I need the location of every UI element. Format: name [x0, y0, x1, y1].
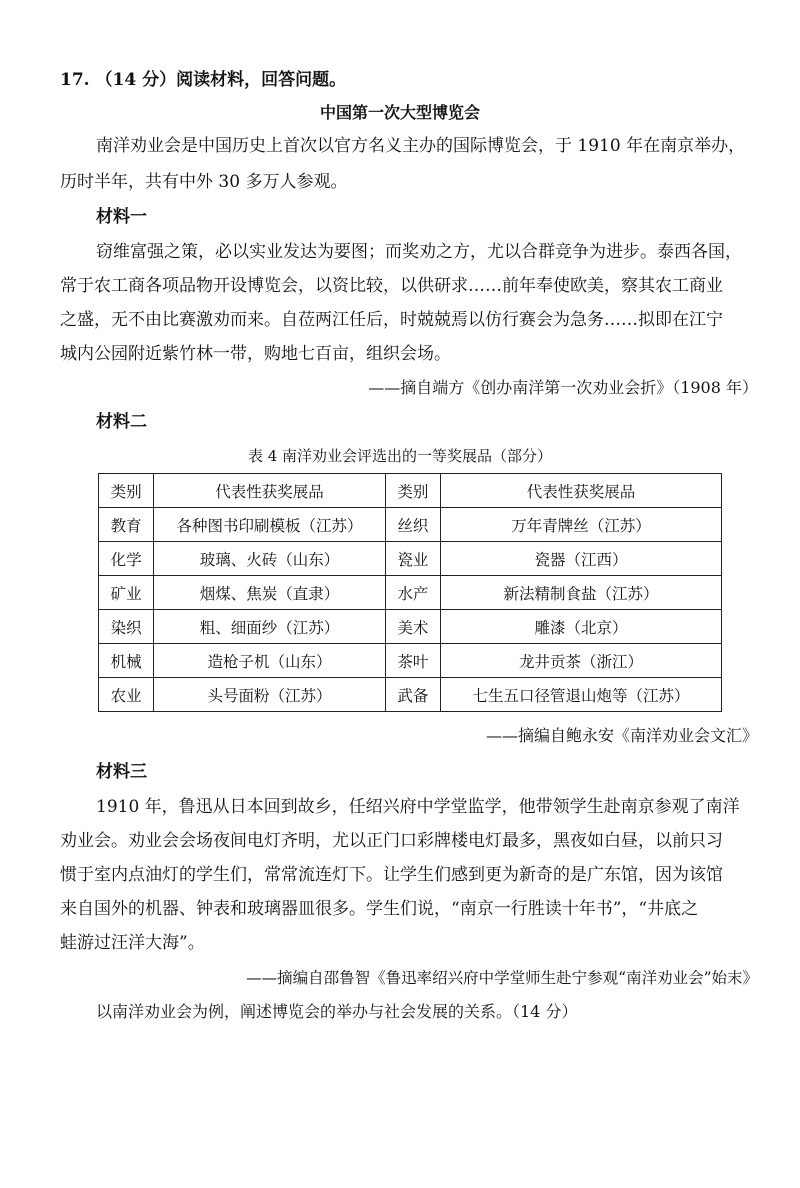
material1-label: 材料一	[96, 207, 147, 227]
task-prompt: 以南洋劝业会为例，阐述博览会的举办与社会发展的关系。（14 分）	[96, 1002, 578, 1021]
question-title: 中国第一次大型博览会	[319, 103, 480, 122]
table-cell: 矿业	[99, 576, 154, 610]
table-cell: 新法精制食盐（江苏）	[441, 576, 722, 610]
material1-line-1: 窃维富强之策，必以实业发达为要图；而奖劝之方，尤以合群竞争为进步。泰西各国，	[96, 242, 742, 262]
question-header: 17. （14 分）阅读材料，回答问题。	[60, 70, 347, 90]
material1-line-3: 之盛，无不由比赛激劝而来。自莅两江任后，时兢兢焉以仿行赛会为急务……拟即在江宁	[60, 310, 723, 330]
table-cell: 化学	[99, 542, 154, 576]
intro-line-1: 南洋劝业会是中国历史上首次以官方名义主办的国际博览会，于 1910 年在南京举办，	[96, 136, 746, 156]
table-cell: 教育	[99, 508, 154, 542]
table-row	[99, 542, 722, 576]
table-row	[99, 678, 722, 712]
header-exhibit-2: 代表性获奖展品	[441, 474, 722, 508]
awards-table	[98, 473, 722, 712]
table-row	[99, 610, 722, 644]
material1-source: ——摘自端方《创办南洋第一次劝业会折》（1908 年）	[368, 378, 758, 397]
material1-line-2: 常于农工商各项品物开设博览会，以资比较，以供研求……前年奉使欧美，察其农工商业	[60, 276, 723, 296]
table-cell: 机械	[99, 644, 154, 678]
table-row	[99, 576, 722, 610]
header-exhibit-1: 代表性获奖展品	[154, 474, 386, 508]
table-cell: 龙井贡茶（浙江）	[441, 644, 722, 678]
material2-source: ——摘编自鲍永安《南洋劝业会文汇》	[485, 726, 758, 745]
table-cell: 茶叶	[385, 644, 440, 678]
material1-line-4: 城内公园附近紫竹林一带，购地七百亩，组织会场。	[60, 344, 451, 364]
table-cell: 武备	[385, 678, 440, 712]
table-header-row	[99, 474, 722, 508]
material3-source: ——摘编自邵鲁智《鲁迅率绍兴府中学堂师生赴宁参观“南洋劝业会”始末》	[246, 969, 758, 987]
table-cell: 万年青牌丝（江苏）	[441, 508, 722, 542]
table-cell: 烟煤、焦炭（直隶）	[154, 576, 386, 610]
material3-line-4: 来自国外的机器、钟表和玻璃器皿很多。学生们说，“南京一行胜读十年书”，“井底之	[60, 899, 699, 919]
table-row	[99, 508, 722, 542]
material3-line-2: 劝业会。劝业会会场夜间电灯齐明，尤以正门口彩牌楼电灯最多，黑夜如白昼，以前只习	[60, 831, 723, 851]
table-cell: 瓷业	[385, 542, 440, 576]
material3-line-1: 1910 年，鲁迅从日本回到故乡，任绍兴府中学堂监学，他带领学生赴南京参观了南洋	[96, 797, 740, 817]
intro-line-2: 历时半年，共有中外 30 多万人参观。	[60, 172, 348, 192]
material3-line-5: 蛙游过汪洋大海”。	[60, 933, 205, 953]
table-cell: 各种图书印刷模板（江苏）	[154, 508, 386, 542]
table-cell: 瓷器（江西）	[441, 542, 722, 576]
table-cell: 粗、细面纱（江苏）	[154, 610, 386, 644]
table-cell: 头号面粉（江苏）	[154, 678, 386, 712]
table-cell: 造枪子机（山东）	[154, 644, 386, 678]
material3-label: 材料三	[96, 762, 147, 782]
material2-label: 材料二	[96, 412, 147, 432]
table-cell: 美术	[385, 610, 440, 644]
table-cell: 雕漆（北京）	[441, 610, 722, 644]
table-cell: 丝织	[385, 508, 440, 542]
table-cell: 水产	[385, 576, 440, 610]
header-category-1: 类别	[99, 474, 154, 508]
table-cell: 染织	[99, 610, 154, 644]
table-caption: 表 4 南洋劝业会评选出的一等奖展品（部分）	[247, 447, 553, 465]
table-row	[99, 644, 722, 678]
table-cell: 农业	[99, 678, 154, 712]
material3-line-3: 惯于室内点油灯的学生们，常常流连灯下。让学生们感到更为新奇的是广东馆，因为该馆	[60, 865, 723, 885]
header-category-2: 类别	[385, 474, 440, 508]
table-cell: 玻璃、火砖（山东）	[154, 542, 386, 576]
table-cell: 七生五口径管退山炮等（江苏）	[441, 678, 722, 712]
